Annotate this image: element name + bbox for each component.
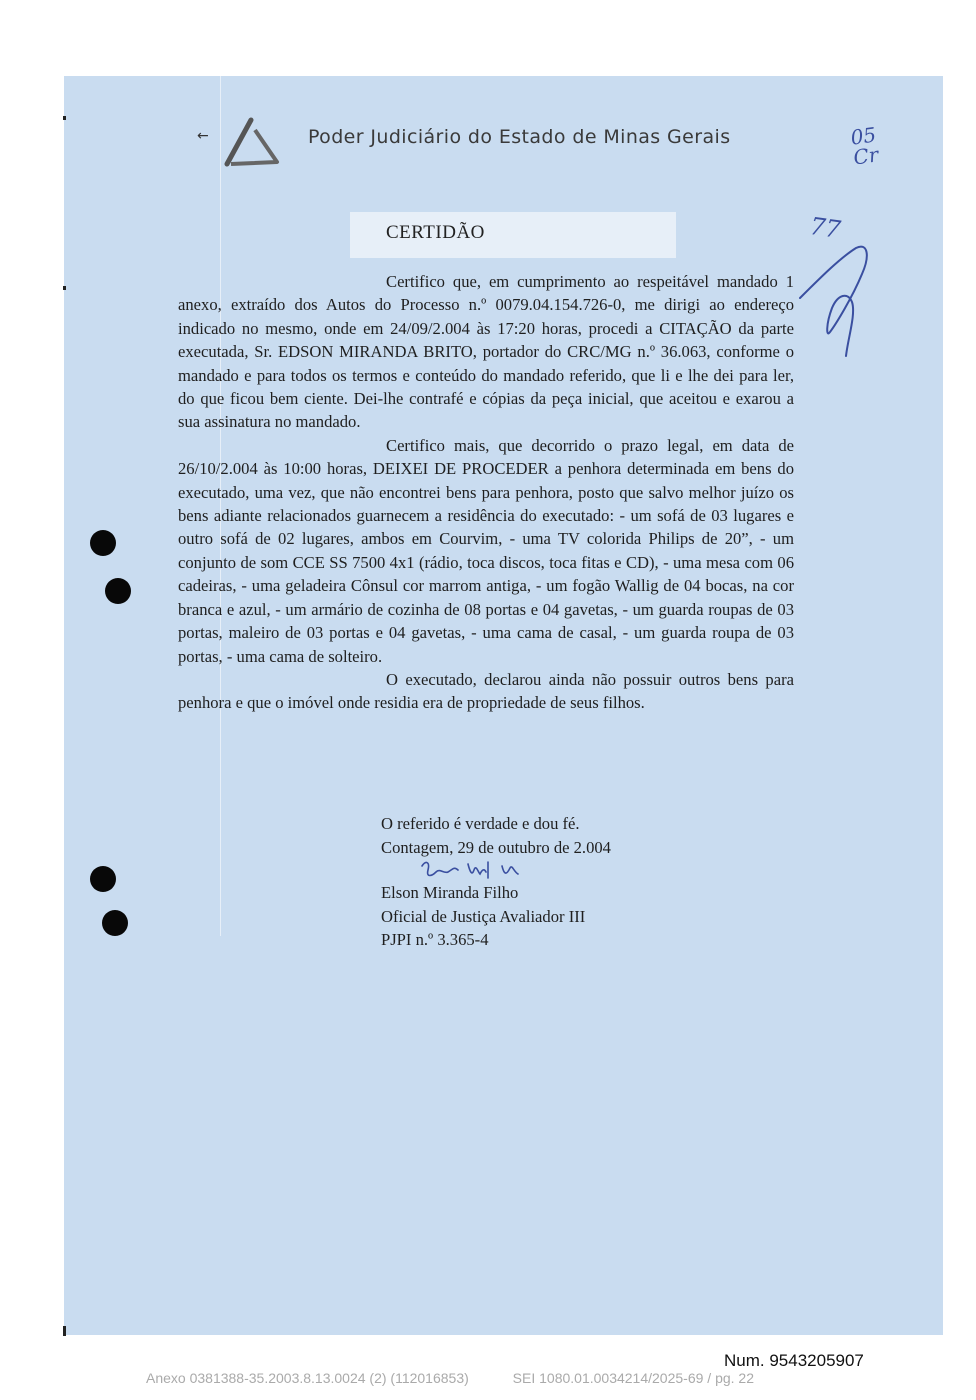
- place-date: Contagem, 29 de outubro de 2.004: [381, 837, 611, 857]
- scan-speck: [63, 1326, 66, 1336]
- rubric-signature-icon: [796, 228, 878, 364]
- paragraph-seizure: Certifico mais, que decorrido o prazo legal, em data de 26/10/2.004 às 10:00 horas, DEIXEI DE PROCEDER a penhora determinada em bens do executado, uma vez, que não encontrei bens para penhora, posto que salvo melhor juízo os bens adiante relacionados guarnecem a residência do executado: - um sofá de 03 lugares e outro sofá de 02 lugares, ambos em Courvim, - uma TV colorida Philips de 20”, - um conjunto de som CCE SS 7500 4x1 (rádio, toca discos, toca fitas e CD), - uma mesa com 06 cadeiras, - uma geladeira Cônsul cor marrom antiga, - um fogão Wallig de 04 bocas, na cor branca e azul, - um armário de cozinha de 08 portas e 04 gavetas, - um guarda roupas de 03 portas, maleiro de 03 portas e 04 gavetas, - uma cama de casal, - um guarda roupa de 03 portas, - uma cama de solteiro.: [178, 435, 794, 666]
- punch-hole: [90, 530, 116, 556]
- document-number: Num. 9543205907: [724, 1351, 864, 1370]
- document-title: CERTIDÃO: [386, 222, 485, 243]
- org-name: Poder Judiciário do Estado de Minas Gerais: [308, 126, 731, 148]
- sei-reference: SEI 1080.01.0034214/2025-69 / pg. 22: [512, 1370, 754, 1386]
- tjmg-triangle-logo-icon: [221, 116, 281, 170]
- officer-name: Elson Miranda Filho: [381, 883, 519, 902]
- annex-reference: Anexo 0381388-35.2003.8.13.0024 (2) (112016853): [146, 1370, 469, 1386]
- scan-speck: [63, 286, 66, 290]
- sheet-number: 77: [808, 212, 843, 244]
- punch-hole: [105, 578, 131, 604]
- paragraph-citation: Certifico que, em cumprimento ao respeitável mandado 1 anexo, extraído dos Autos do Processo n.º 0079.04.154.726-0, me dirigi ao endereço indicado no mesmo, onde em 24/09/2.004 às 17:20 horas, procedi a CITAÇÃO da parte executada, Sr. EDSON MIRANDA BRITO, portador do CRC/MG n.º 36.063, conforme o mandado e para todos os termos e conteúdo do mandado referido, que li e lhe dei para ler, do que ficou bem ciente. Dei-lhe contrafé e cópias da peça inicial, que aceitou e exarou a sua assinatura no mandado.: [178, 272, 794, 432]
- handwritten-signature-icon: [418, 858, 538, 892]
- punch-hole: [102, 910, 128, 936]
- certificate-body: [178, 270, 794, 715]
- letterhead: [195, 112, 835, 172]
- attestation-statement: O referido é verdade e dou fé.: [381, 814, 580, 833]
- footer-reference: [146, 1370, 754, 1386]
- officer-role: Oficial de Justiça Avaliador III: [381, 906, 586, 926]
- scan-speck: [63, 116, 66, 120]
- page-mark: 05 Cr: [849, 122, 880, 170]
- officer-registration: PJPI n.º 3.365-4: [381, 930, 489, 949]
- paragraph-declaration: O executado, declarou ainda não possuir outros bens para penhora e que o imóvel onde residia era de propriedade de seus filhos.: [178, 669, 794, 713]
- arrow-mark: ←: [197, 128, 209, 144]
- punch-hole: [90, 866, 116, 892]
